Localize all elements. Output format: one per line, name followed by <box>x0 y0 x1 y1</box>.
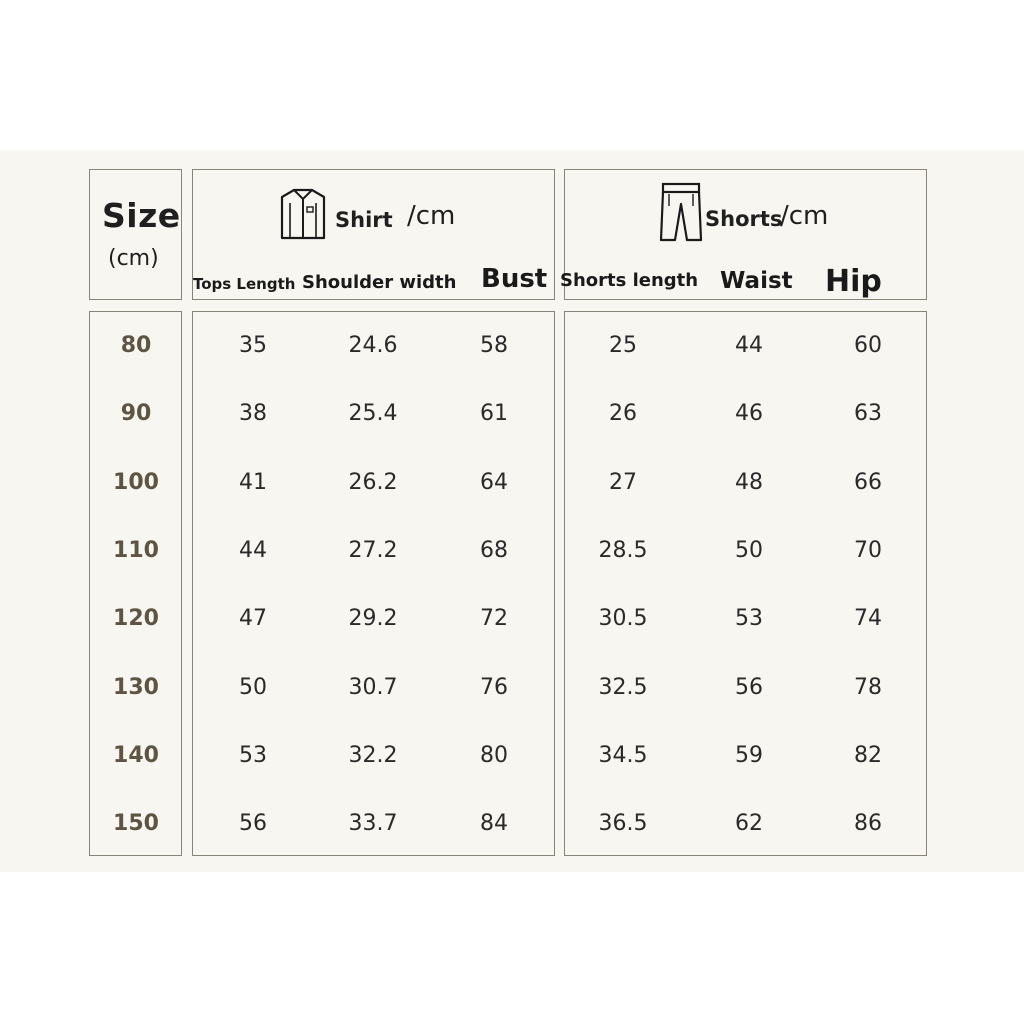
cell-bust: 84 <box>480 811 508 836</box>
cell-shoulder-width: 32.2 <box>348 743 398 768</box>
col-shorts-length: Shorts length <box>560 270 699 291</box>
size-value: 150 <box>113 811 159 836</box>
cell-hip: 70 <box>854 538 882 563</box>
cell-shoulder-width: 24.6 <box>348 333 398 358</box>
col-waist: Waist <box>720 268 793 294</box>
cell-hip: 74 <box>854 606 882 631</box>
cell-tops-length: 38 <box>239 401 267 426</box>
cell-tops-length: 56 <box>239 811 267 836</box>
cell-bust: 64 <box>480 470 508 495</box>
cell-shorts-length: 32.5 <box>598 675 648 700</box>
size-value: 100 <box>113 470 159 495</box>
cell-bust: 76 <box>480 675 508 700</box>
cell-shoulder-width: 33.7 <box>348 811 398 836</box>
shorts-unit: /cm <box>780 201 829 231</box>
size-column-box <box>89 311 182 856</box>
cell-shoulder-width: 27.2 <box>348 538 398 563</box>
cell-hip: 66 <box>854 470 882 495</box>
cell-waist: 44 <box>735 333 763 358</box>
col-shoulder-width: Shoulder width <box>302 272 457 293</box>
cell-shoulder-width: 29.2 <box>348 606 398 631</box>
shorts-title: Shorts <box>705 207 783 231</box>
shirt-icon <box>279 187 327 241</box>
cell-waist: 50 <box>735 538 763 563</box>
size-value: 130 <box>113 675 159 700</box>
size-unit: (cm) <box>108 246 159 271</box>
cell-shorts-length: 36.5 <box>598 811 648 836</box>
cell-waist: 53 <box>735 606 763 631</box>
cell-tops-length: 44 <box>239 538 267 563</box>
cell-tops-length: 41 <box>239 470 267 495</box>
cell-shorts-length: 26 <box>609 401 637 426</box>
col-tops-length: Tops Length <box>193 275 296 293</box>
shorts-icon <box>659 182 703 242</box>
cell-tops-length: 50 <box>239 675 267 700</box>
cell-shorts-length: 27 <box>609 470 637 495</box>
shirt-values-box <box>192 311 555 856</box>
col-hip: Hip <box>825 264 882 299</box>
shirt-unit: /cm <box>407 201 456 231</box>
cell-hip: 86 <box>854 811 882 836</box>
size-value: 80 <box>120 333 152 358</box>
cell-shorts-length: 34.5 <box>598 743 648 768</box>
col-bust: Bust <box>481 264 548 294</box>
shirt-title: Shirt <box>335 208 393 232</box>
cell-waist: 59 <box>735 743 763 768</box>
size-value: 110 <box>113 538 159 563</box>
cell-hip: 63 <box>854 401 882 426</box>
cell-tops-length: 47 <box>239 606 267 631</box>
cell-tops-length: 35 <box>239 333 267 358</box>
cell-shoulder-width: 30.7 <box>348 675 398 700</box>
size-title: Size <box>102 196 181 235</box>
cell-hip: 78 <box>854 675 882 700</box>
size-value: 140 <box>113 743 159 768</box>
cell-bust: 72 <box>480 606 508 631</box>
shorts-values-box <box>564 311 927 856</box>
cell-hip: 60 <box>854 333 882 358</box>
cell-bust: 58 <box>480 333 508 358</box>
cell-waist: 48 <box>735 470 763 495</box>
cell-shorts-length: 25 <box>609 333 637 358</box>
cell-waist: 46 <box>735 401 763 426</box>
size-value: 90 <box>120 401 152 426</box>
cell-bust: 61 <box>480 401 508 426</box>
cell-bust: 68 <box>480 538 508 563</box>
cell-shorts-length: 28.5 <box>598 538 648 563</box>
cell-shoulder-width: 26.2 <box>348 470 398 495</box>
size-value: 120 <box>113 606 159 631</box>
cell-hip: 82 <box>854 743 882 768</box>
cell-bust: 80 <box>480 743 508 768</box>
cell-waist: 62 <box>735 811 763 836</box>
cell-tops-length: 53 <box>239 743 267 768</box>
cell-shorts-length: 30.5 <box>598 606 648 631</box>
cell-shoulder-width: 25.4 <box>348 401 398 426</box>
cell-waist: 56 <box>735 675 763 700</box>
